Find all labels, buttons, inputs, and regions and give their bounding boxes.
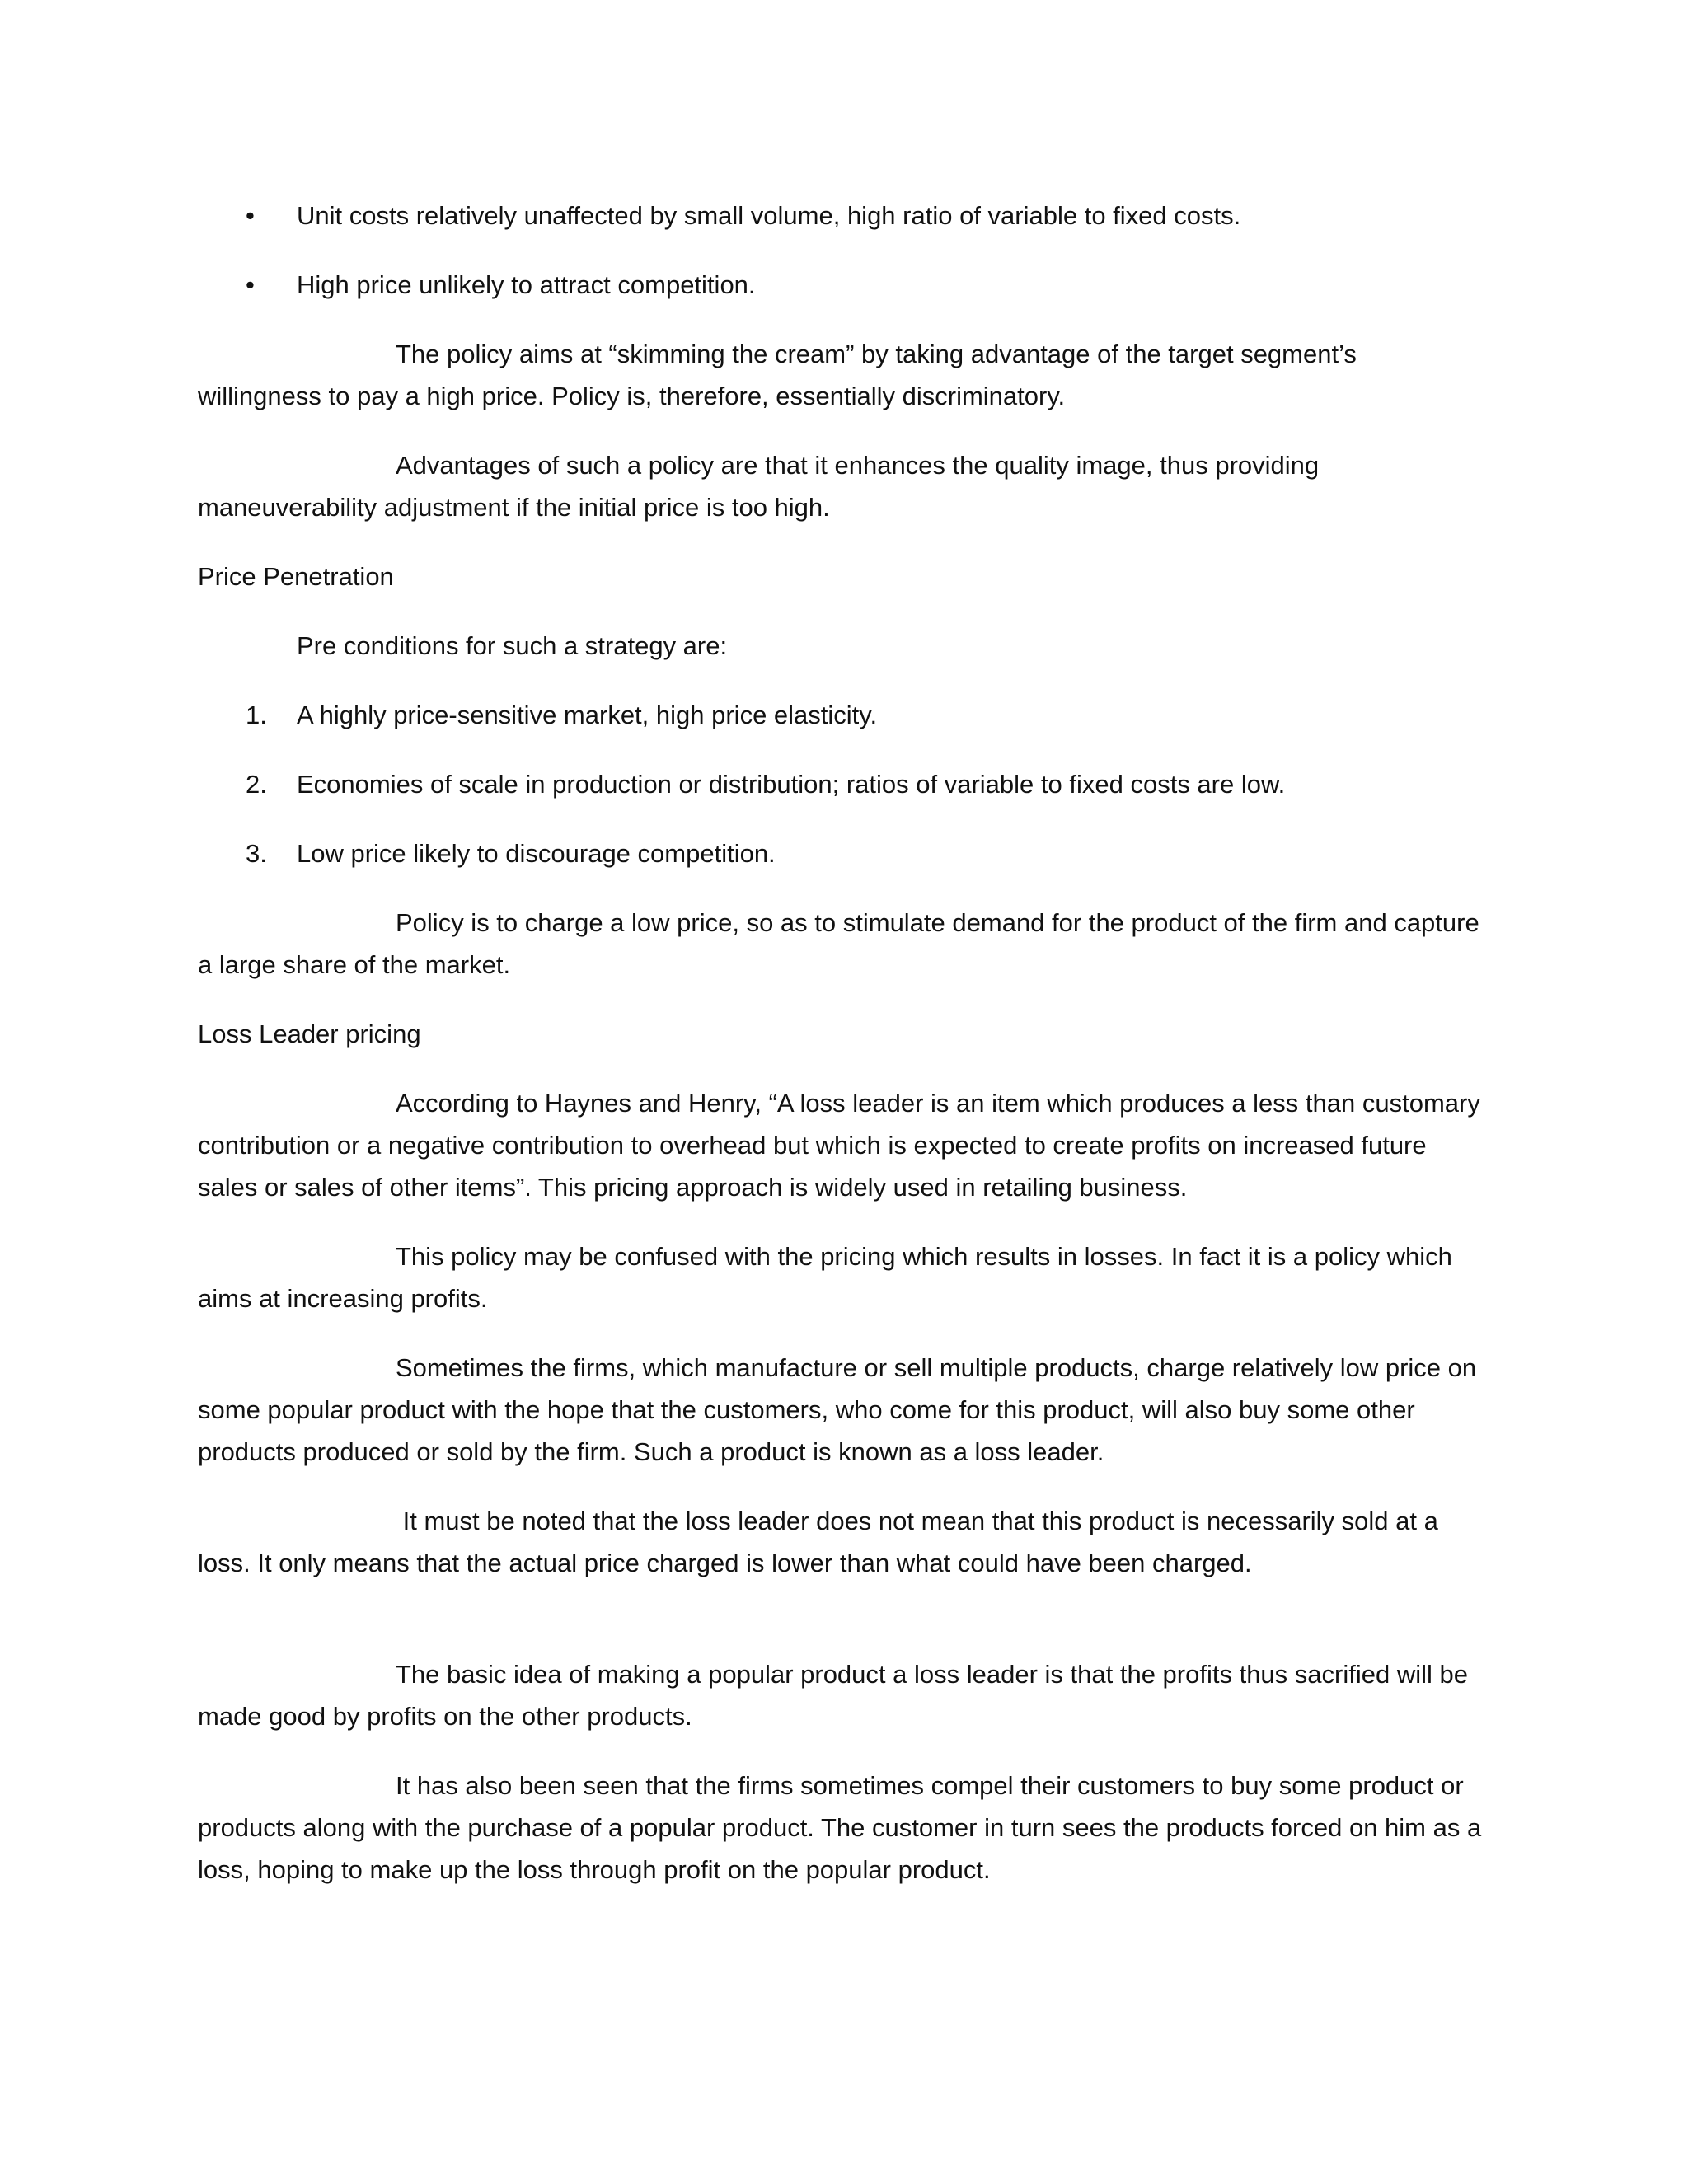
bullet-item <box>198 264 1484 306</box>
item-number: 3. <box>246 839 267 868</box>
loss-leader-paragraph: It must be noted that the loss leader does not mean that this product is necessarily sold at a loss. It only means that the actual price charged is lower than what could have been charged. <box>198 1507 1446 1577</box>
penetration-policy-paragraph: Policy is to charge a low price, so as to stimulate demand for the product of the firm and capture a large share of the market. <box>198 908 1479 979</box>
numbered-item <box>198 832 1484 874</box>
loss-leader-paragraph: Sometimes the firms, which manufacture or sell multiple products, charge relatively low price on some popular product with the hope that the customers, who come for this product, will also buy some other products produced or sold by the firm. Such a product is known as a loss leader. <box>198 1353 1477 1466</box>
numbered-item <box>198 763 1484 805</box>
bullet-item <box>198 194 1484 237</box>
skimming-paragraph: The policy aims at “skimming the cream” by taking advantage of the target segment’s willingness to pay a high price. Policy is, therefore, essentially discriminatory. <box>198 340 1357 410</box>
bullet-marker: • <box>246 201 255 230</box>
section-heading-price-penetration: Price Penetration <box>198 562 394 591</box>
bullet-text: High price unlikely to attract competition. <box>297 270 756 299</box>
bullet-marker: • <box>246 270 255 299</box>
loss-leader-paragraph: According to Haynes and Henry, “A loss leader is an item which produces a less than customary contribution or a negative contribution to overhead but which is expected to create profits on increased future sales or sales of other items”. This pricing approach is widely used in retailing business. <box>198 1089 1480 1202</box>
item-number: 1. <box>246 701 267 729</box>
penetration-intro: Pre conditions for such a strategy are: <box>297 631 728 660</box>
loss-leader-paragraph: The basic idea of making a popular product a loss leader is that the profits thus sacrified will be made good by profits on the other products. <box>198 1660 1468 1731</box>
item-text: Economies of scale in production or distribution; ratios of variable to fixed costs are low. <box>297 770 1286 799</box>
blank-line <box>198 1611 1484 1653</box>
numbered-item <box>198 694 1484 736</box>
section-heading-loss-leader: Loss Leader pricing <box>198 1019 421 1048</box>
item-text: A highly price-sensitive market, high price elasticity. <box>297 701 878 729</box>
loss-leader-paragraph: This policy may be confused with the pricing which results in losses. In fact it is a policy which aims at increasing profits. <box>198 1242 1452 1313</box>
penetration-conditions-list <box>198 694 1484 874</box>
bullet-list <box>198 194 1484 306</box>
item-text: Low price likely to discourage competition. <box>297 839 776 868</box>
loss-leader-paragraph: It has also been seen that the firms sometimes compel their customers to buy some product or products along with the purchase of a popular product. The customer in turn sees the products forced on him as a loss, hoping to make up the loss through profit on the popular product. <box>198 1771 1482 1884</box>
document-body <box>198 194 1484 1918</box>
bullet-text: Unit costs relatively unaffected by small volume, high ratio of variable to fixed costs. <box>297 201 1241 230</box>
skimming-advantages-paragraph: Advantages of such a policy are that it enhances the quality image, thus providing maneuverability adjustment if the initial price is too high. <box>198 451 1320 522</box>
item-number: 2. <box>246 770 267 799</box>
